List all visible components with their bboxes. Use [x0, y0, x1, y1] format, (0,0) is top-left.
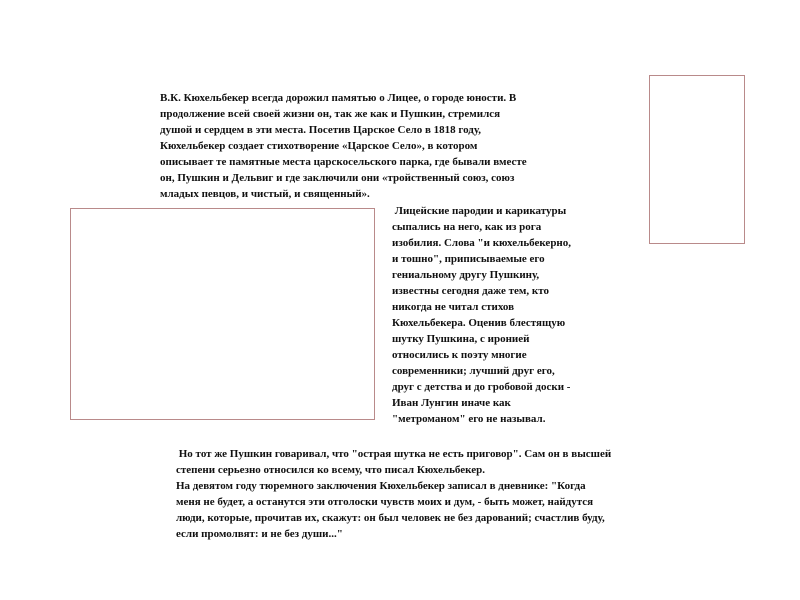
image-placeholder-right	[649, 75, 745, 244]
paragraph-text: Но тот же Пушкин говаривал, что "острая шутка не есть приговор". Сам он в высшей степени серьезно относился ко всему, что писал Кюхельбекер. На девятом году тюремного заключения Кюхельбекер записал в дневнике: "Когда меня не будет, а останутся эти отголоски чувств моих и дум, - быть может, найдутся люди, которые, прочитав их, скажут: он был человек не без дарований; счастлив буду, если промолвят: и не без души..."	[176, 448, 612, 540]
image-placeholder-left	[70, 208, 375, 420]
paragraph-lyceum-parodies	[392, 203, 614, 427]
paragraph-lyceum-memory	[160, 90, 610, 202]
paragraph-text: Лицейские пародии и карикатуры сыпались на него, как из рога изобилия. Слова "и кюхельбекерно, и тошно", приписываемые его гениальному другу Пушкину, известны сегодня даже тем, кто никогда не читал стихов Кюхельбекера. Оценив блестящую шутку Пушкина, с иронией относились к поэту многие современники; лучший друг его, друг с детства и до гробовой доски - Иван Лунгин иначе как "метроманом" его не называл.	[392, 205, 572, 425]
paragraph-pushkin-quote	[176, 446, 716, 542]
paragraph-text: В.К. Кюхельбекер всегда дорожил памятью о Лицее, о городе юности. В продолжение всей своей жизни он, так же как и Пушкин, стремился душой и сердцем в эти места. Посетив Царское Село в 1818 году, Кюхельбекер создает стихотворение «Царское Село», в котором описывает те памятные места царскосельского парка, где бывали вместе он, Пушкин и Дельвиг и где заключили они «тройственный союз, союз младых певцов, и чистый, и священный».	[160, 92, 527, 200]
